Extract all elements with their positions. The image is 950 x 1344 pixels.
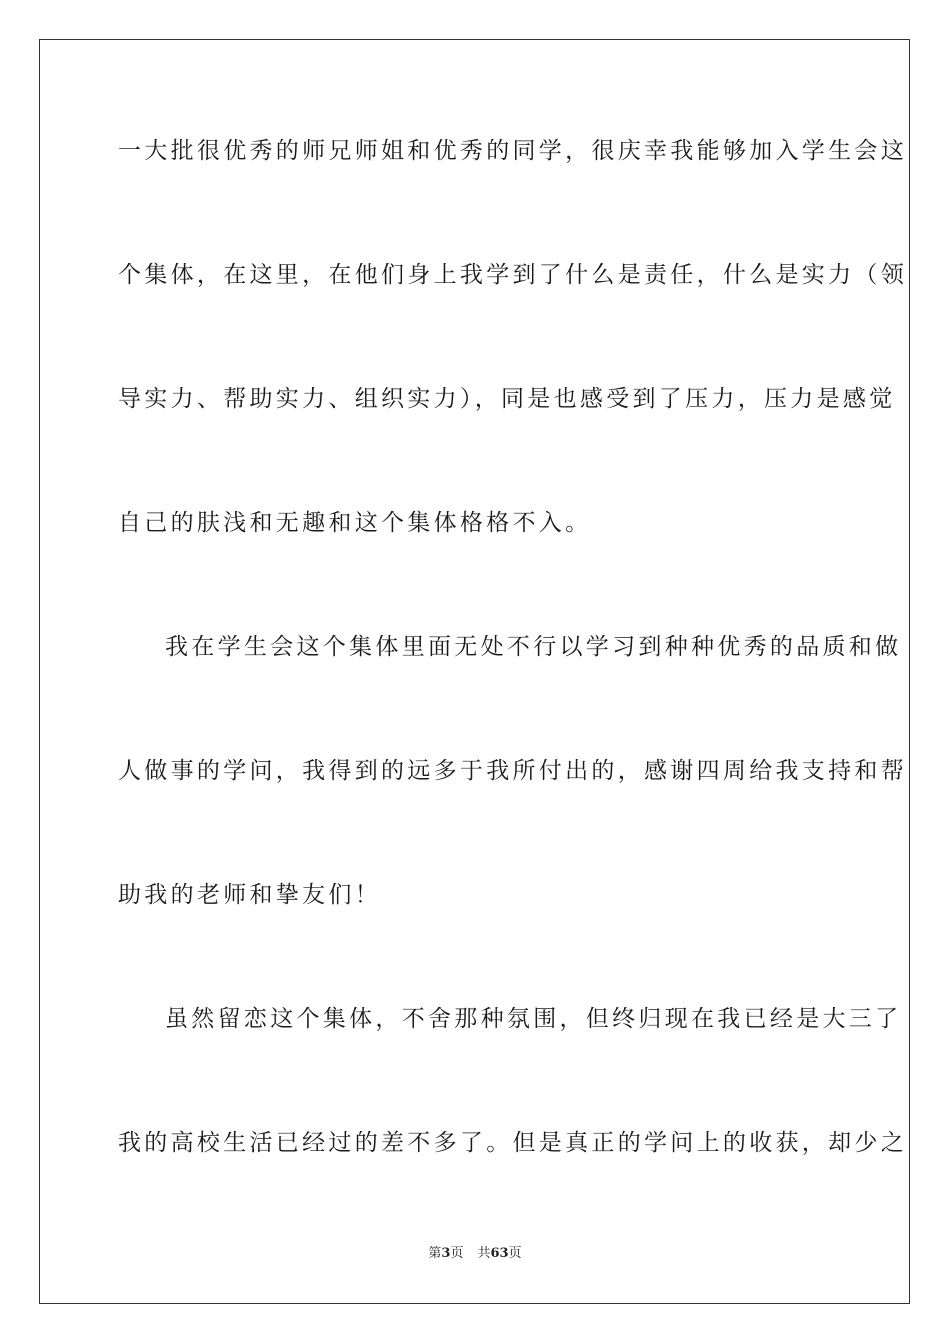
text-line-7: 助我的老师和挚友们！ bbox=[118, 882, 381, 908]
page-border bbox=[39, 39, 910, 1304]
footer-total-prefix: 共 bbox=[477, 1246, 491, 1261]
footer-page-number: 3 bbox=[441, 1246, 451, 1261]
text-line-8: 虽然留恋这个集体，不舍那种氛围，但终归现在我已经是大三了 bbox=[165, 1006, 902, 1032]
text-line-3: 导实力、帮助实力、组织实力），同是也感受到了压力，压力是感觉 bbox=[118, 386, 896, 412]
text-line-4: 自己的肤浅和无趣和这个集体格格不入。 bbox=[118, 510, 592, 536]
text-line-2: 个集体，在这里，在他们身上我学到了什么是责任，什么是实力（领 bbox=[118, 262, 907, 288]
footer-total-pages: 63 bbox=[490, 1246, 509, 1261]
text-line-1: 一大批很优秀的师兄师姐和优秀的同学，很庆幸我能够加入学生会这 bbox=[118, 138, 907, 164]
text-line-9: 我的高校生活已经过的差不多了。但是真正的学问上的收获，却少之 bbox=[118, 1130, 907, 1156]
page-footer bbox=[0, 1244, 950, 1264]
text-line-5: 我在学生会这个集体里面无处不行以学习到种种优秀的品质和做 bbox=[165, 634, 902, 660]
footer-page-suffix: 页 bbox=[450, 1246, 464, 1261]
footer-total-suffix: 页 bbox=[508, 1246, 522, 1261]
footer-page-prefix: 第 bbox=[428, 1246, 442, 1261]
text-line-6: 人做事的学问，我得到的远多于我所付出的，感谢四周给我支持和帮 bbox=[118, 758, 907, 784]
